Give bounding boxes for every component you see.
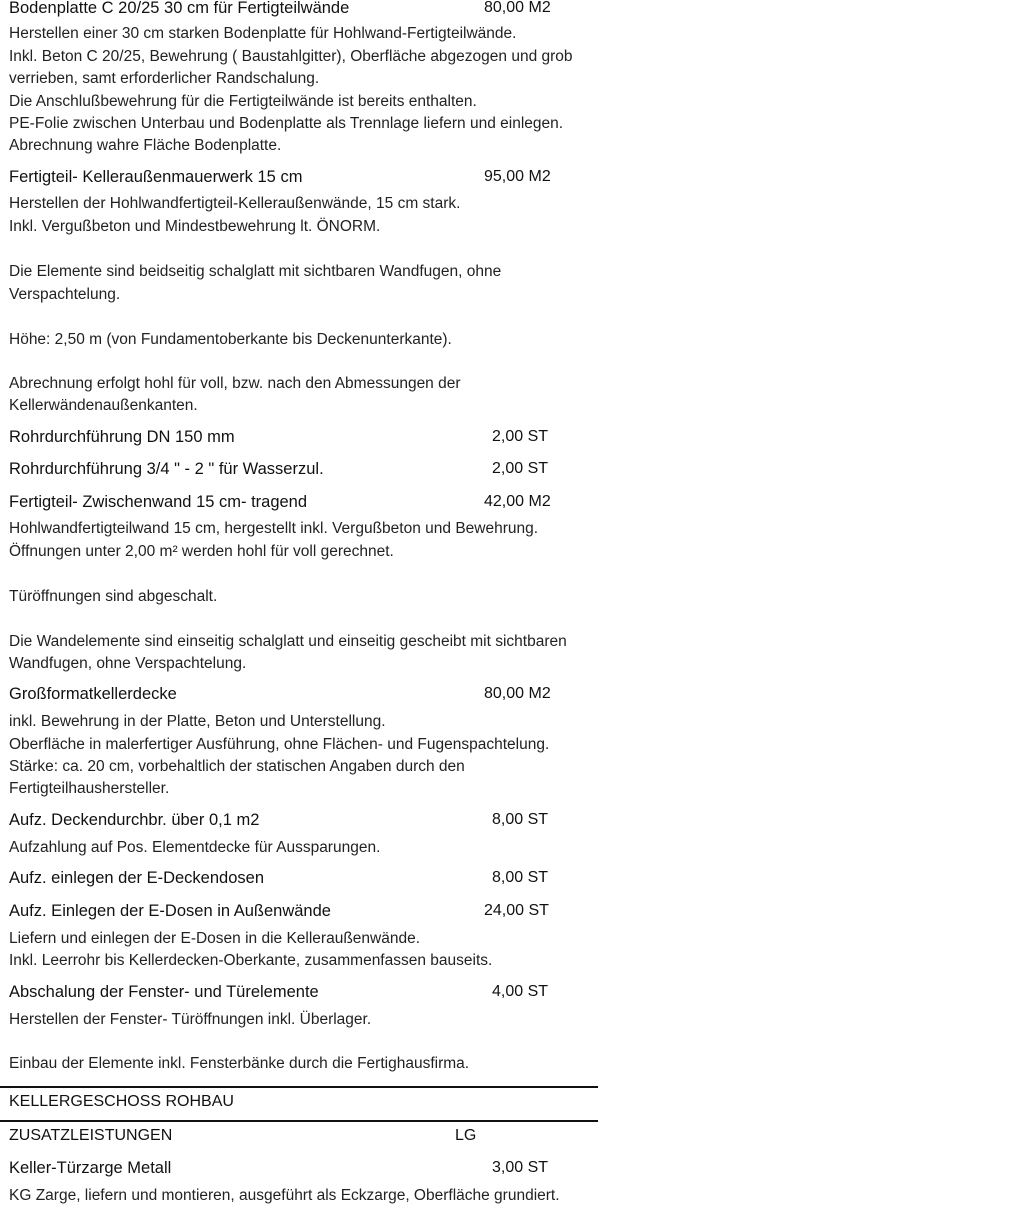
item-title: Abschalung der Fenster- und Türelemente [9, 983, 319, 1001]
item-description: Die Wandelemente sind einseitig schalglatt und einseitig gescheibt mit sichtbaren [9, 633, 567, 650]
item-description: Hohlwandfertigteilwand 15 cm, hergestellt inkl. Vergußbeton und Bewehrung. [9, 520, 539, 537]
item-title: Rohrdurchführung DN 150 mm [9, 428, 235, 446]
item-quantity: 42,00 M2 [484, 493, 551, 510]
item-description: Herstellen einer 30 cm starken Bodenplatte für Hohlwand-Fertigteilwände. [9, 25, 517, 42]
section-title: KELLERGESCHOSS ROHBAU [9, 1093, 234, 1110]
item-description: Herstellen der Fenster- Türöffnungen inkl. Überlager. [9, 1011, 372, 1028]
item-description: Abrechnung wahre Fläche Bodenplatte. [9, 137, 282, 154]
section-code: LG [455, 1127, 477, 1144]
item-description: Stärke: ca. 20 cm, vorbehaltlich der statischen Angaben durch den [9, 758, 465, 775]
item-description: Herstellen der Hohlwandfertigteil-Kelleraußenwände, 15 cm stark. [9, 195, 461, 212]
item-quantity: 8,00 ST [492, 869, 549, 886]
section-divider [0, 1120, 598, 1122]
item-title: Fertigteil- Kelleraußenmauerwerk 15 cm [9, 168, 303, 186]
item-title: Keller-Türzarge Metall [9, 1159, 172, 1177]
item-quantity: 80,00 M2 [484, 0, 551, 16]
item-description: Kellerwändenaußenkanten. [9, 397, 198, 414]
item-quantity: 8,00 ST [492, 811, 549, 828]
item-title: Aufz. einlegen der E-Deckendosen [9, 869, 264, 887]
item-description: KG Zarge, liefern und montieren, ausgeführt als Eckzarge, Oberfläche grundiert. [9, 1187, 560, 1204]
section-title: ZUSATZLEISTUNGEN [9, 1127, 173, 1144]
item-description: Höhe: 2,50 m (von Fundamentoberkante bis Deckenunterkante). [9, 331, 452, 348]
item-title: Aufz. Deckendurchbr. über 0,1 m2 [9, 811, 260, 829]
item-quantity: 24,00 ST [484, 902, 549, 919]
item-description: PE-Folie zwischen Unterbau und Bodenplatte als Trennlage liefern und einlegen. [9, 115, 564, 132]
item-description: Fertigteilhaushersteller. [9, 780, 170, 797]
item-description: Inkl. Vergußbeton und Mindestbewehrung lt. ÖNORM. [9, 218, 381, 235]
item-description: Wandfugen, ohne Verspachtelung. [9, 655, 247, 672]
item-description: Aufzahlung auf Pos. Elementdecke für Aussparungen. [9, 839, 381, 856]
item-title: Fertigteil- Zwischenwand 15 cm- tragend [9, 493, 308, 511]
item-title: Rohrdurchführung 3/4 " - 2 " für Wasserzul. [9, 460, 324, 478]
item-description: Oberfläche in malerfertiger Ausführung, ohne Flächen- und Fugenspachtelung. [9, 736, 550, 753]
item-quantity: 2,00 ST [492, 428, 549, 445]
item-description: Inkl. Leerrohr bis Kellerdecken-Oberkante, zusammenfassen bauseits. [9, 952, 493, 969]
item-description: Öffnungen unter 2,00 m² werden hohl für voll gerechnet. [9, 543, 394, 560]
item-description: Die Elemente sind beidseitig schalglatt mit sichtbaren Wandfugen, ohne [9, 263, 502, 280]
item-title: Aufz. Einlegen der E-Dosen in Außenwände [9, 902, 331, 920]
item-description: Inkl. Beton C 20/25, Bewehrung ( Baustahlgitter), Oberfläche abgezogen und grob [9, 48, 573, 65]
item-description: Abrechnung erfolgt hohl für voll, bzw. nach den Abmessungen der [9, 375, 461, 392]
item-quantity: 4,00 ST [492, 983, 549, 1000]
item-quantity: 95,00 M2 [484, 168, 551, 185]
item-title: Bodenplatte C 20/25 30 cm für Fertigteilwände [9, 0, 350, 17]
item-description: verrieben, samt erforderlicher Randschalung. [9, 70, 320, 87]
item-description: Einbau der Elemente inkl. Fensterbänke durch die Fertighausfirma. [9, 1055, 470, 1072]
item-title: Großformatkellerdecke [9, 685, 177, 703]
section-divider [0, 1086, 598, 1088]
item-description: Die Anschlußbewehrung für die Fertigteilwände ist bereits enthalten. [9, 93, 477, 110]
item-description: inkl. Bewehrung in der Platte, Beton und Unterstellung. [9, 713, 386, 730]
item-description: Verspachtelung. [9, 286, 121, 303]
item-quantity: 2,00 ST [492, 460, 549, 477]
item-description: Liefern und einlegen der E-Dosen in die Kelleraußenwände. [9, 930, 421, 947]
item-quantity: 80,00 M2 [484, 685, 551, 702]
item-quantity: 3,00 ST [492, 1159, 549, 1176]
item-description: Türöffnungen sind abgeschalt. [9, 588, 218, 605]
